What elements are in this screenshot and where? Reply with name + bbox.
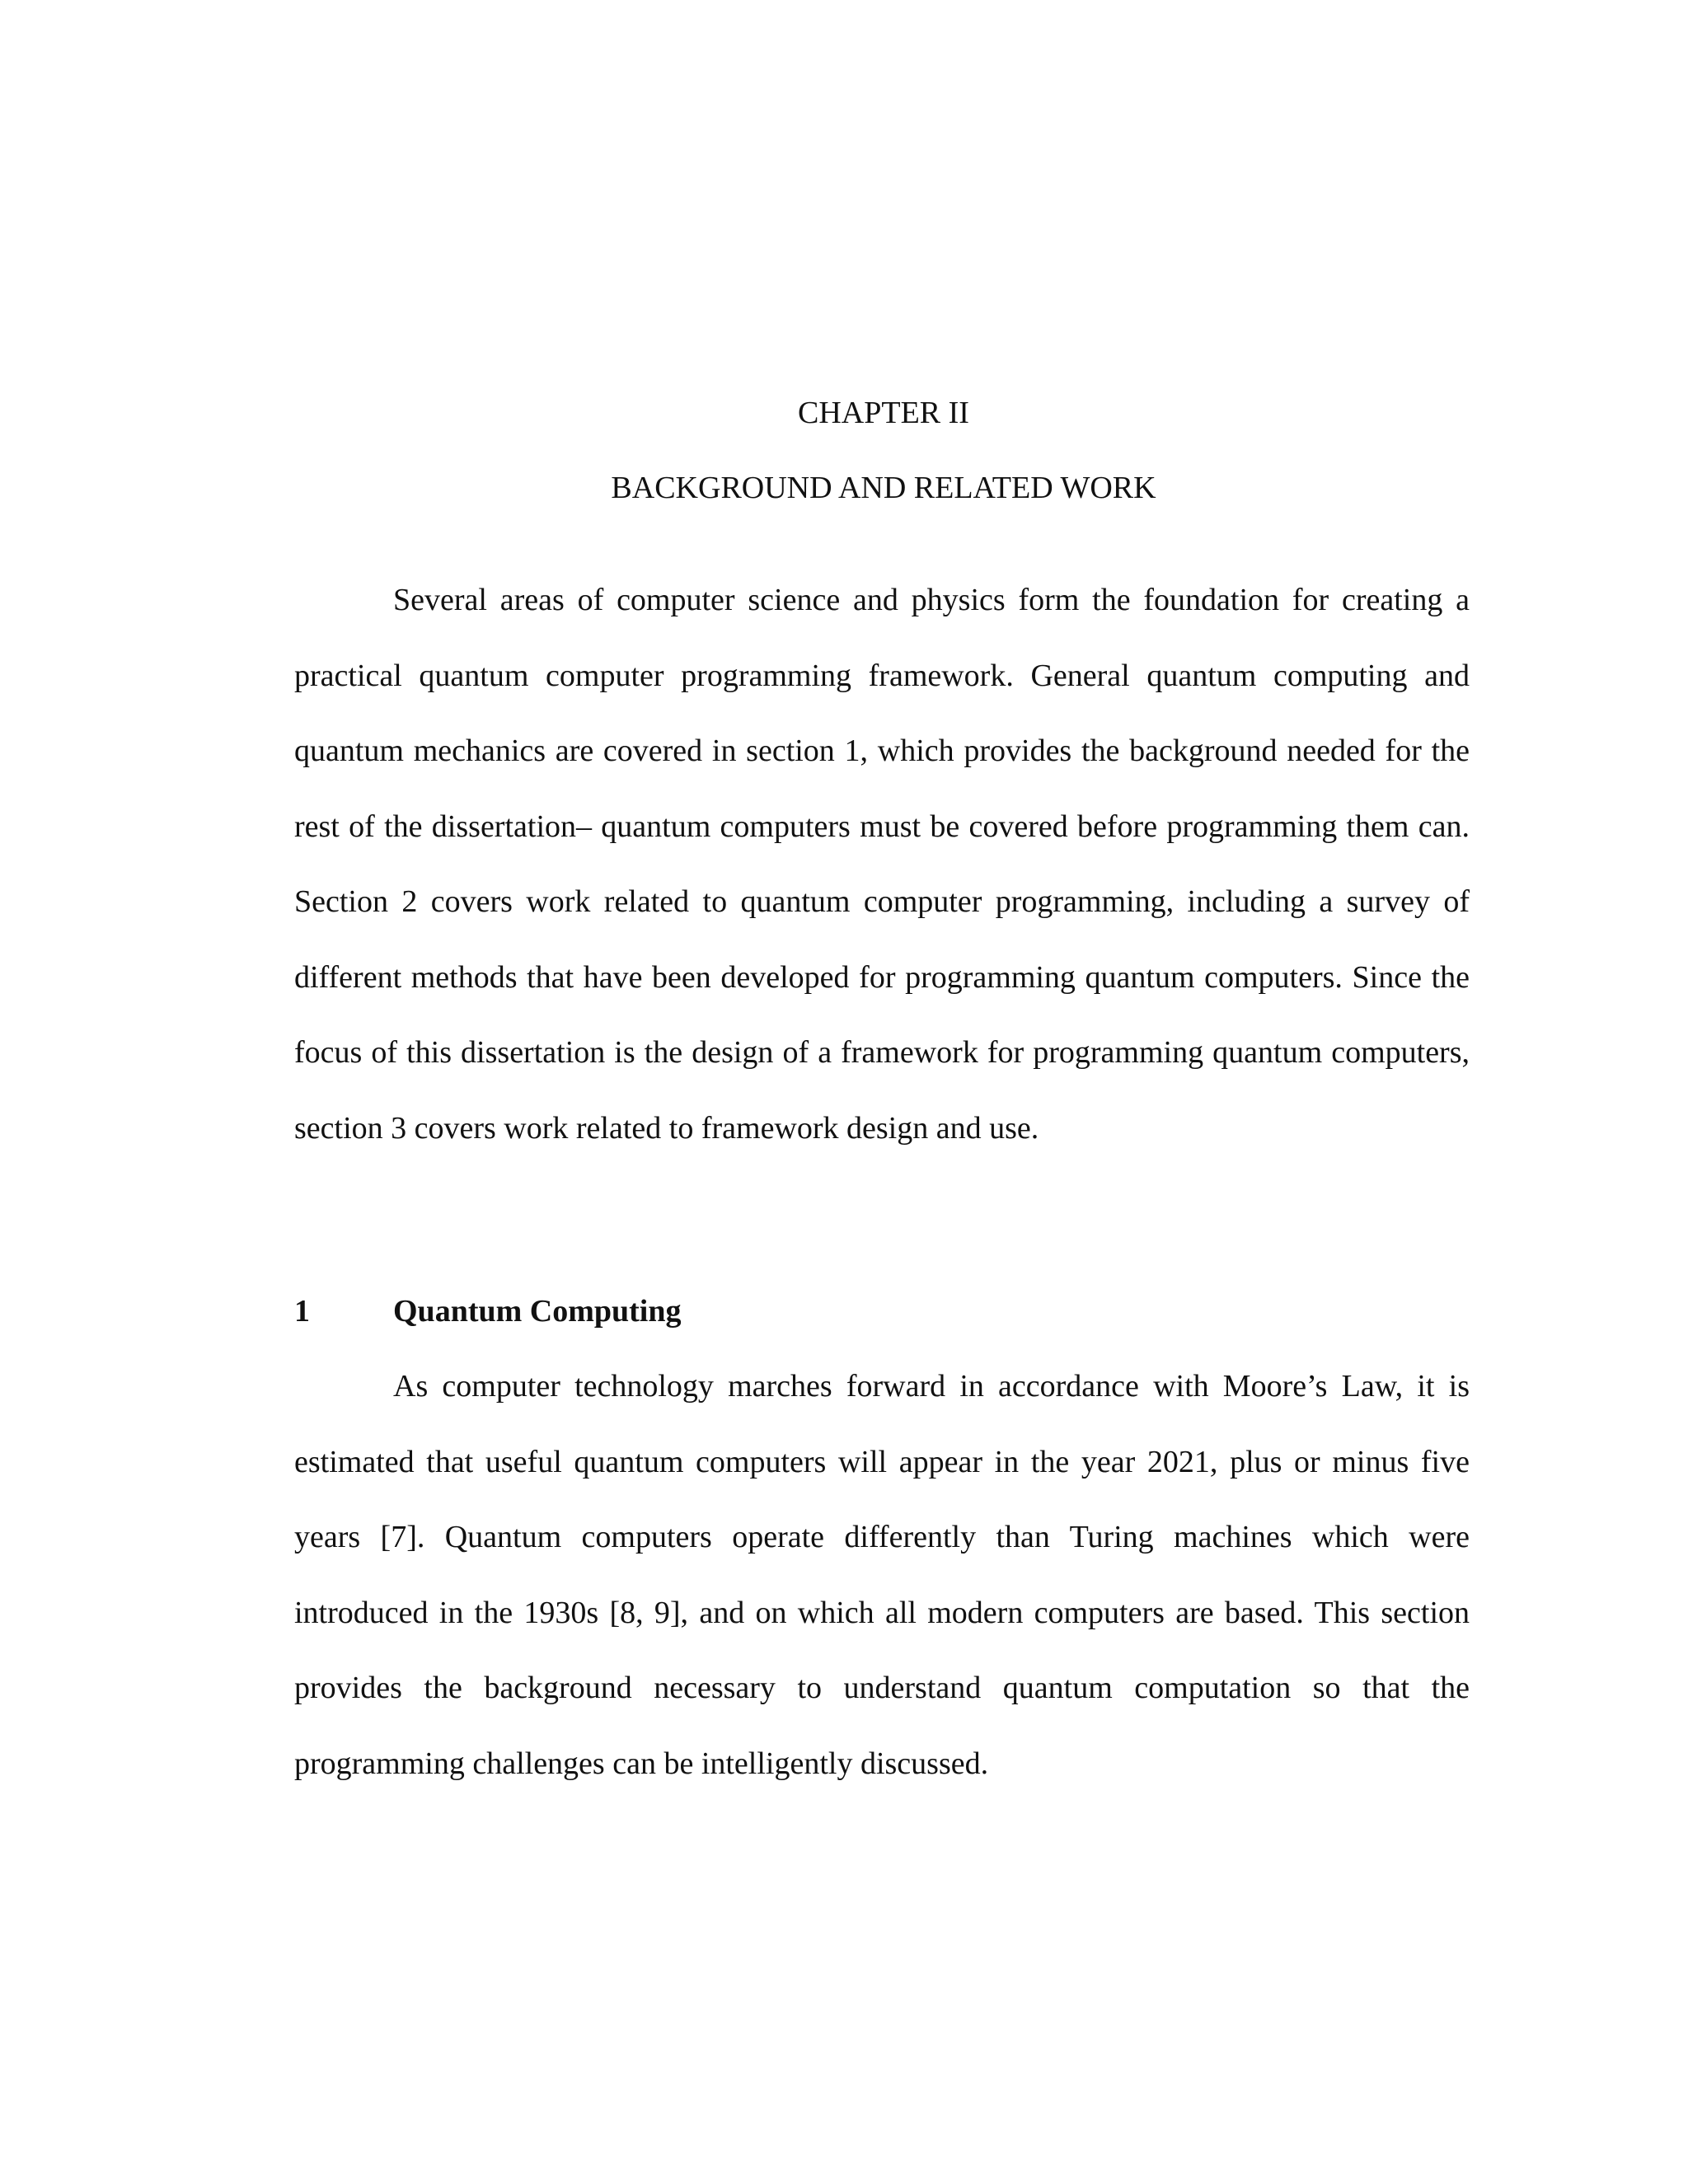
section-title: Quantum Computing [393,1294,682,1329]
intro-paragraph: Several areas of computer science and physics form the foundation for creating a practical quantum computer programming framework. General quantum computing and quantum mechanics are covered in section 1, which provides the background needed for the rest of the dissertation– quantum computers must be covered before programming them can. Section 2 covers work related to quantum computer programming, including a survey of different methods that have been developed for programming quantum computers. Since the focus of this dissertation is the design of a framework for programming quantum computers, section 3 covers work related to framework design and use. [294,583,1470,1146]
section-paragraph: As computer technology marches forward in accordance with Moore’s Law, it is estimated that useful quantum computers will appear in the year 2021, plus or minus five years [7]. Quantum computers operate differently than Turing machines which were introduced in the 1930s [8, 9], and on which all modern computers are based. This section provides the background necessary to understand quantum computation so that the programming challenges can be intelligently discussed. [294,1369,1470,1781]
chapter-title: BACKGROUND AND RELATED WORK [611,471,1156,505]
chapter-number: CHAPTER II [798,396,969,430]
section-number: 1 [294,1294,310,1329]
section-heading [294,1296,681,1327]
